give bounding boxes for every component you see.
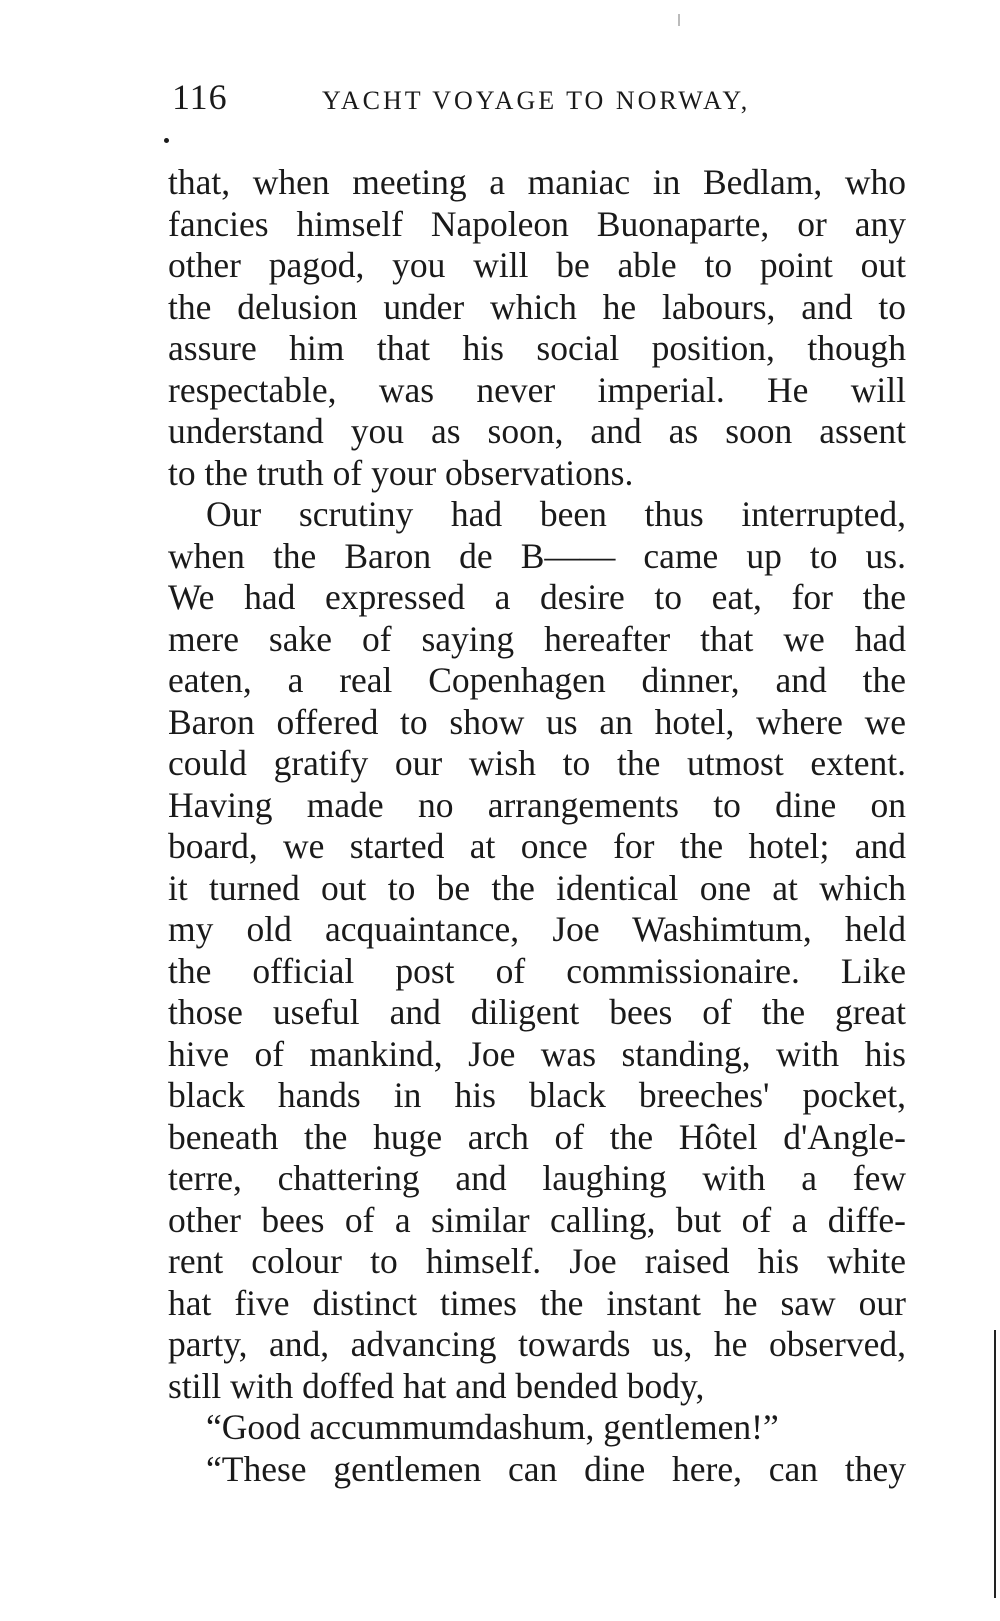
text-line: my old acquaintance, Joe Washimtum, held [168,909,906,949]
text-line: fancies himself Napoleon Buonaparte, or any [168,203,906,244]
text-line: to the truth of your observations. [168,452,634,493]
text-line: rent colour to himself. Joe raised his white [168,1241,906,1281]
page-edge-rule [994,1330,996,1598]
body-text [168,162,906,1490]
text-line: it turned out to be the identical one at which [168,867,906,908]
text-line: could gratify our wish to the utmost extent. [168,743,906,783]
text-line: that, when meeting a maniac in Bedlam, who [168,162,906,202]
running-head: YACHT VOYAGE TO NORWAY, [322,86,751,115]
text-line: We had expressed a desire to eat, for the [168,577,906,617]
text-line: when the Baron de B—— came up to us. [168,535,906,576]
text-line: terre, chattering and laughing with a few [168,1158,906,1198]
text-line: beneath the huge arch of the Hôtel d'Angle- [168,1116,906,1157]
text-line: respectable, was never imperial. He will [168,369,906,410]
text-line: understand you as soon, and as soon assent [168,411,906,451]
text-line: eaten, a real Copenhagen dinner, and the [168,660,906,700]
text-line: Our scrutiny had been thus interrupted, [206,494,906,534]
page-number: 116 [172,77,228,117]
text-line: black hands in his black breeches' pocket, [168,1075,906,1115]
text-line: Baron offered to show us an hotel, where we [168,701,906,742]
text-line: Having made no arrangements to dine on [168,784,906,825]
text-line: still with doffed hat and bended body, [168,1365,705,1406]
text-line: hive of mankind, Joe was standing, with his [168,1033,906,1074]
text-line: other bees of a similar calling, but of a diffe- [168,1199,906,1240]
stray-mark [164,138,169,143]
text-line: assure him that his social position, though [168,328,906,368]
scan-mark [678,14,680,26]
text-line: those useful and diligent bees of the great [168,992,906,1032]
text-line: board, we started at once for the hotel; and [168,826,906,866]
text-line: the official post of commissionaire. Like [168,950,906,991]
text-line: “These gentlemen can dine here, can they [206,1448,906,1489]
text-line: hat five distinct times the instant he saw our [168,1282,906,1323]
text-line: “Good accummumdashum, gentlemen!” [206,1407,779,1447]
text-line: mere sake of saying hereafter that we had [168,618,906,659]
text-line: other pagod, you will be able to point out [168,245,906,285]
text-line: the delusion under which he labours, and to [168,286,906,327]
page-header [172,76,892,126]
text-line: party, and, advancing towards us, he observed, [168,1324,906,1364]
